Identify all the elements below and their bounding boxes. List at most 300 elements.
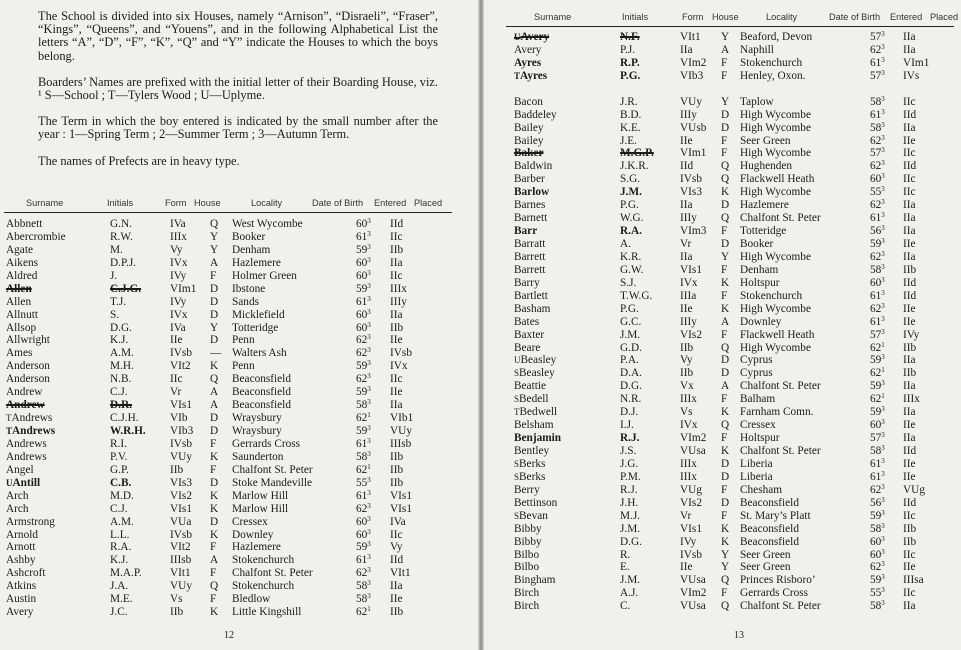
house-cell: D [721,354,730,367]
locality-cell: Little Kingshill [232,606,302,619]
entry-term: 3 [881,573,885,582]
table-row [6,490,466,503]
surname-text: Agate [6,243,33,256]
form-cell: Vs [680,406,693,419]
entered-cell: $60^3$ [356,527,371,541]
placed-cell: IId [390,218,404,230]
initials-cell: J.M. [620,328,641,341]
entry-term: 1 [881,366,885,375]
entry-term: 3 [881,405,885,414]
form-cell: IIa [680,43,693,56]
placed-cell: IIe [903,470,916,483]
table-row [514,135,954,148]
surname-text: Anderson [6,360,50,373]
surname-cell [514,70,547,83]
placed-cell: IIIx [390,282,407,295]
table-row [514,147,954,160]
entry-term: 3 [881,133,885,142]
placed-cell: IIb [903,367,917,380]
surname-cell [6,580,36,593]
entry-term: 3 [367,527,371,536]
entered-cell: $57^3$ [870,68,885,82]
entered-cell: $62^3$ [356,372,371,386]
entry-term: 3 [367,566,371,575]
locality-cell: Cyprus [740,367,773,380]
form-cell: VUy [680,95,702,108]
locality-cell: Cressex [740,419,776,432]
table-row [514,303,954,316]
house-cell: Q [721,341,730,354]
surname-cell [6,541,36,554]
placed-cell: IIb [390,321,404,334]
form-cell: IIc [170,373,183,386]
locality-cell: Totteridge [232,321,279,334]
surname-text: Beare [514,341,541,354]
locality-cell: Chalfont St. Peter [232,567,313,580]
surname-text: Belsham [514,419,554,432]
house-cell: F [721,289,728,302]
locality-cell: Chesham [740,483,783,496]
table-row [514,445,954,458]
locality-cell: Balham [740,393,776,406]
house-cell: F [721,56,728,69]
surname-text: Bentley [514,445,550,457]
locality-cell: Cressex [232,515,268,528]
house-cell: — [210,347,222,360]
table-row [6,503,466,516]
surname-cell [6,257,38,270]
house-cell: A [210,399,219,412]
entry-term: 3 [881,418,885,427]
house-cell: D [721,496,730,509]
locality-cell: Denham [740,263,779,276]
placed-cell: IIc [390,528,403,541]
form-cell: VUsa [680,445,706,457]
surname-cell [514,31,549,44]
house-cell: F [210,463,217,476]
entered-cell: $57^3$ [870,327,885,341]
surname-cell [514,57,541,70]
form-cell: IIb [680,341,694,354]
entry-term: 3 [367,372,371,381]
table-row [514,238,954,251]
surname-cell [514,160,552,173]
table-row [514,406,954,419]
entered-cell: $59^3$ [356,540,371,554]
table-row [514,510,954,523]
entry-term: 3 [367,217,371,225]
entered-cell: $55^3$ [870,586,885,600]
initials-cell: S. [110,308,120,321]
placed-cell: IIb [390,606,404,619]
form-cell: VIm1 [680,147,707,160]
initials-cell: D.A. [620,367,642,380]
surname-cell [6,554,36,567]
table-row [6,529,466,542]
initials-cell: R.P. [620,56,640,69]
surname-cell [514,290,548,303]
boarding-house-prefix: U [514,32,521,42]
entered-cell: $62^3$ [870,198,885,212]
entered-cell: $61^3$ [870,211,885,225]
form-cell: IVsb [170,347,192,360]
initials-cell: G.P. [110,463,129,476]
form-cell: VIt2 [170,541,191,554]
form-cell: IIe [680,561,693,574]
placed-cell: IId [903,108,917,121]
initials-cell: M. [110,243,123,256]
placed-cell: IIa [903,212,916,225]
form-cell: Vy [680,354,693,367]
placed-cell: IIa [903,600,916,613]
initials-cell: E. [620,561,630,574]
surname-text: Barrett [514,250,546,263]
form-cell: VIs1 [170,502,192,515]
house-cell: K [721,445,730,457]
house-cell: F [721,509,728,522]
surname-text: Arch [6,502,29,515]
entry-term: 3 [881,521,885,530]
table-row [514,561,954,574]
surname-text: Allsop [6,321,37,334]
surname-text: Berks [519,457,546,470]
boarding-house-prefix: T [514,407,520,418]
table-row [6,516,466,529]
initials-cell: P.G. [620,69,641,82]
placed-cell: IIe [903,238,916,250]
house-cell: F [721,587,728,600]
form-cell: VIs3 [170,476,192,489]
table-row [6,218,466,231]
surname-text: Barr [514,225,538,238]
initials-cell: N.B. [110,373,132,386]
surname-cell [514,574,555,587]
entered-cell: $58^3$ [870,599,885,613]
table-row [514,471,954,484]
placed-cell: IIe [903,561,916,574]
form-cell: VIs1 [680,522,702,535]
boarding-house-prefix: U [514,355,521,366]
locality-cell: Beaconsfield [740,535,799,548]
initials-cell: A.M. [110,515,134,528]
entered-cell: $61^3$ [870,107,885,121]
initials-cell: G.C. [620,315,642,328]
entry-term: 3 [367,436,371,445]
entered-cell: $58^3$ [356,449,371,463]
entered-cell: $58^3$ [356,592,371,606]
placed-cell: IId [903,289,917,302]
entry-term: 3 [881,30,885,38]
locality-cell: Liberia [740,470,773,483]
intro-terms: The Term in which the boy entered is indicated by the small number after the year : 1—Spring Term ; 2—Summer Term ; 3—Autumn Term. [38,114,438,142]
house-cell: K [721,522,730,535]
surname-text: Bedell [519,393,549,406]
house-cell: K [210,360,219,373]
entry-term: 3 [367,501,371,510]
house-cell: D [210,334,219,347]
initials-cell: K.J. [110,554,129,567]
placed-cell: IIc [903,587,916,600]
house-cell: D [721,108,730,121]
locality-cell: Booker [740,238,774,250]
entry-term: 3 [881,159,885,168]
surname-cell [6,606,33,619]
table-row [6,477,466,490]
surname-cell [514,264,545,277]
entered-cell: $58^3$ [870,120,885,134]
surname-text: Andrews [6,437,47,450]
entered-cell: $60^3$ [356,255,371,269]
surname-text: Ayres [520,69,548,82]
surname-text: Angel [6,463,34,476]
initials-cell: P.G. [620,302,639,315]
surname-cell [6,386,42,399]
surname-cell [6,334,50,347]
placed-cell: IIa [903,354,916,367]
placed-cell: IIa [390,399,403,412]
initials-cell: I.J. [620,419,634,432]
placed-cell: IVy [903,328,920,341]
entry-term: 3 [881,508,885,517]
surname-text: Bilbo [514,561,540,574]
header-form: Form [682,12,704,22]
surname-text: Barnett [514,212,548,225]
house-cell: K [210,502,219,515]
surname-cell [514,406,557,419]
table-row [6,412,466,425]
surname-cell [514,367,555,380]
surname-cell [514,329,544,342]
house-cell: K [210,528,219,541]
table-row [514,342,954,355]
initials-cell: C. [620,600,631,613]
form-cell: VIs2 [680,328,702,341]
initials-cell: W.G. [620,212,644,225]
entered-cell: $62^3$ [870,133,885,147]
locality-cell: Beaconsfield [232,373,291,386]
table-row [514,497,954,510]
entered-cell: $61^3$ [870,456,885,470]
table-row [6,360,466,373]
entered-cell: $60^3$ [356,268,371,282]
boarding-house-prefix: T [6,413,12,424]
form-cell: IIe [680,134,693,147]
surname-text: Allen [6,295,32,308]
surname-text: Aikens [6,256,39,269]
placed-cell: IIe [903,457,916,470]
placed-cell: IIb [903,522,917,535]
placed-cell: IIc [903,186,916,199]
entered-cell: $59^3$ [870,379,885,393]
locality-cell: Taplow [740,95,774,108]
surname-cell [514,380,546,393]
entry-term: 1 [881,392,885,401]
surname-cell [514,251,545,264]
form-cell: IIa [680,250,693,263]
house-cell: Q [721,419,730,432]
locality-cell: Seer Green [740,548,791,561]
entered-cell: $60^3$ [356,320,371,334]
locality-cell: Farnham Comn. [740,406,814,419]
surname-cell [514,316,539,329]
table-header-left [0,198,478,210]
entry-term: 3 [367,579,371,588]
locality-cell: Stokenchurch [740,289,803,302]
surname-text: Basham [514,302,551,315]
entered-cell: $56^3$ [870,495,885,509]
surname-cell [514,303,550,316]
locality-cell: High Wycombe [740,108,811,121]
header-placed: Placed [414,198,443,208]
table-row [514,574,954,587]
table-row [6,257,466,270]
surname-cell [514,109,557,122]
entry-term: 3 [367,346,371,355]
surname-cell [514,122,544,135]
boarding-house-prefix: S [514,368,520,379]
house-cell: F [721,432,728,445]
initials-cell: P.G. [620,199,639,212]
entry-term: 3 [881,353,885,362]
entered-cell: $61^3$ [870,288,885,302]
surname-text: Bedwell [519,406,558,419]
entry-term: 3 [881,495,885,504]
entered-cell: $61^3$ [870,55,885,69]
locality-cell: Walters Ash [232,347,287,360]
surname-text: Bevan [519,509,548,522]
placed-cell: IIb [903,535,917,548]
placed-cell: Vy [390,541,403,554]
entered-cell: $59^3$ [870,405,885,419]
initials-cell: R.J. [620,432,640,445]
row-spacer [514,83,954,96]
locality-cell: Stoke Mandeville [232,476,313,489]
table-row [6,231,466,244]
house-cell: Y [721,548,730,561]
house-cell: K [721,406,730,419]
form-cell: IIa [680,199,693,212]
initials-cell: R.W. [110,230,133,243]
initials-cell: K.E. [620,121,641,134]
surname-text: Benjamin [514,432,562,445]
entered-cell: $59^3$ [870,573,885,587]
form-cell: IIIx [680,470,697,483]
initials-cell: B.D. [620,108,642,121]
placed-cell: VUy [390,425,412,437]
surname-cell [6,283,32,296]
initials-cell: D.P.J. [110,256,137,269]
placed-cell: IIb [903,341,917,354]
surname-cell [514,536,542,549]
placed-cell: IIIx [903,393,920,406]
locality-cell: Hazlemere [232,256,281,269]
house-cell: A [210,386,219,399]
surname-cell [514,225,537,238]
house-cell: K [210,450,219,463]
header-placed: Placed [930,12,959,22]
entry-term: 3 [881,586,885,595]
entered-cell: $57^3$ [870,431,885,445]
initials-cell: J.E. [620,134,637,147]
form-cell: IIb [170,606,184,619]
entry-term: 3 [367,514,371,523]
placed-cell: IIa [903,406,916,419]
locality-cell: Cyprus [740,354,773,367]
placed-cell: IIb [390,463,404,476]
header-surname: Surname [26,198,64,208]
placed-cell: IVa [390,515,406,528]
table-row [514,587,954,600]
surname-text: Baddeley [514,108,557,121]
entry-term: 3 [881,172,885,181]
surname-cell [514,44,541,57]
locality-cell: Marlow Hill [232,502,289,515]
surname-cell [6,296,31,309]
house-cell: K [721,302,730,315]
initials-cell: M.E. [110,593,133,606]
house-cell: F [721,483,728,496]
surname-cell [514,186,549,199]
table-row [6,580,466,593]
entry-term: 1 [367,462,371,471]
surname-cell [6,360,50,373]
entered-cell: $61^3$ [356,436,371,450]
entered-cell: $60^3$ [870,534,885,548]
entered-cell: $62^3$ [870,42,885,56]
initials-cell: J.C. [110,606,128,619]
entry-term: 3 [367,398,371,407]
table-row [6,399,466,412]
page-number-left: 12 [224,630,234,641]
header-entered: Entered [374,198,407,208]
form-cell: IIb [170,463,184,476]
entry-term: 3 [881,482,885,491]
house-cell: D [721,457,730,470]
entry-term: 3 [881,547,885,556]
surname-cell [514,199,545,212]
locality-cell: Wraysbury [232,412,282,425]
form-cell: VUa [170,515,192,528]
surname-text: Barlow [514,186,550,199]
locality-cell: Marlow Hill [232,489,289,502]
entry-term: 3 [881,456,885,465]
boarding-house-prefix: S [514,394,520,405]
surname-cell [6,425,55,438]
table-row [6,270,466,283]
surname-text: Beasley [519,367,555,380]
entered-cell: $61^3$ [356,553,371,567]
entry-term: 3 [881,431,885,440]
boarding-house-prefix: T [6,426,13,436]
locality-cell: Seer Green [740,134,791,147]
entered-cell: $59^3$ [356,424,371,437]
table-row [514,367,954,380]
locality-cell: High Wycombe [740,341,811,354]
boarding-house-prefix: S [514,471,520,482]
table-row [6,451,466,464]
entry-term: 3 [881,560,885,569]
table-row [514,354,954,367]
placed-cell: IIa [903,225,916,238]
entered-cell: $59^3$ [356,359,371,373]
surname-text: Bibby [514,522,542,535]
surname-cell [514,212,547,225]
entry-term: 3 [367,268,371,277]
entered-cell: $61^3$ [870,469,885,483]
locality-cell: Beaconsfield [232,399,291,412]
locality-cell: Chalfont St. Peter [740,445,821,457]
locality-cell: Ibstone [232,282,266,295]
